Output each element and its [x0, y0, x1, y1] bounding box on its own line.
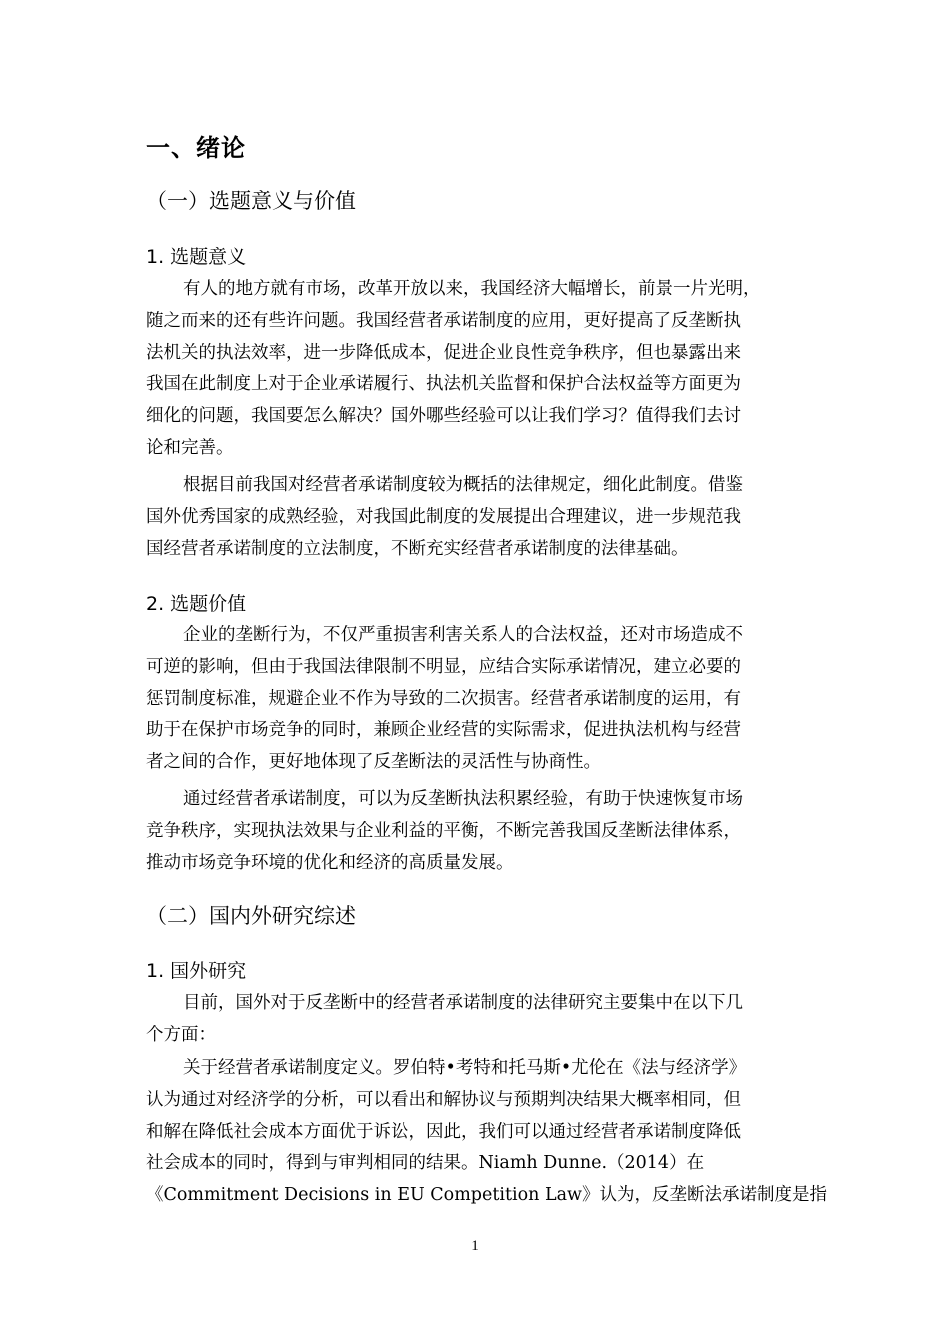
text-line: 关于经营者承诺制度定义。罗伯特•考特和托马斯•尤伦在《法与经济学》	[183, 1058, 747, 1078]
paragraph-2-1-a	[146, 988, 806, 1052]
text-line: 通过经营者承诺制度，可以为反垄断执法积累经验，有助于快速恢复市场	[183, 789, 743, 809]
paragraph-1-2-b	[146, 784, 806, 879]
paragraph-1-1-b	[146, 470, 806, 565]
text-line: 和解在降低社会成本方面优于诉讼，因此，我们可以通过经营者承诺制度降低	[146, 1121, 741, 1142]
text-line: 我国在此制度上对于企业承诺履行、执法机关监督和保护合法权益等方面更为	[146, 374, 741, 395]
section-heading-2: （二）国内外研究综述	[146, 904, 356, 928]
text-line: 目前，国外对于反垄断中的经营者承诺制度的法律研究主要集中在以下几	[183, 993, 743, 1013]
text-line: 国外优秀国家的成熟经验，对我国此制度的发展提出合理建议，进一步规范我	[146, 506, 741, 527]
text-line: 有人的地方就有市场，改革开放以来，我国经济大幅增长，前景一片光明，	[183, 279, 761, 299]
text-line: 细化的问题，我国要怎么解决？国外哪些经验可以让我们学习？值得我们去讨	[146, 406, 741, 427]
text-line: 社会成本的同时，得到与审判相同的结果。Niamh Dunne.（2014）在	[146, 1153, 705, 1174]
page-number: 1	[471, 1238, 479, 1254]
text-line: 可逆的影响，但由于我国法律限制不明显，应结合实际承诺情况，建立必要的	[146, 656, 741, 677]
text-line: 随之而来的还有些许问题。我国经营者承诺制度的应用，更好提高了反垄断执	[146, 310, 741, 331]
text-line: 法机关的执法效率，进一步降低成本，促进企业良性竞争秩序，但也暴露出来	[146, 342, 741, 363]
subsection-heading-1-2: 2. 选题价值	[146, 593, 247, 615]
paragraph-1-1-a	[146, 274, 806, 465]
text-line: 推动市场竞争环境的优化和经济的高质量发展。	[146, 852, 514, 873]
subsection-heading-2-1: 1. 国外研究	[146, 960, 247, 982]
subsection-heading-1-1: 1. 选题意义	[146, 246, 247, 268]
paragraph-1-2-a	[146, 620, 806, 779]
text-line: 根据目前我国对经营者承诺制度较为概括的法律规定，细化此制度。借鉴	[183, 475, 743, 495]
text-line: 竞争秩序，实现执法效果与企业利益的平衡，不断完善我国反垄断法律体系，	[146, 820, 741, 841]
text-line: 个方面：	[146, 1024, 216, 1045]
text-line: 论和完善。	[146, 437, 234, 458]
text-line: 惩罚制度标准，规避企业不作为导致的二次损害。经营者承诺制度的运用，有	[146, 688, 741, 709]
text-line: 企业的垄断行为，不仅严重损害利害关系人的合法权益，还对市场造成不	[183, 625, 743, 645]
text-line: 国经营者承诺制度的立法制度，不断充实经营者承诺制度的法律基础。	[146, 538, 689, 559]
text-line: 认为通过对经济学的分析，可以看出和解协议与预期判决结果大概率相同，但	[146, 1089, 741, 1110]
text-line: 《Commitment Decisions in EU Competition Law》认为，反垄断法承诺制度是指	[146, 1185, 828, 1206]
text-line: 助于在保护市场竞争的同时，兼顾企业经营的实际需求，促进执法机构与经营	[146, 720, 741, 741]
section-heading-1: （一）选题意义与价值	[146, 189, 356, 213]
chapter-heading: 一、绪论	[146, 134, 246, 162]
text-line: 者之间的合作，更好地体现了反垄断法的灵活性与协商性。	[146, 752, 601, 773]
paragraph-2-1-b	[146, 1053, 828, 1212]
